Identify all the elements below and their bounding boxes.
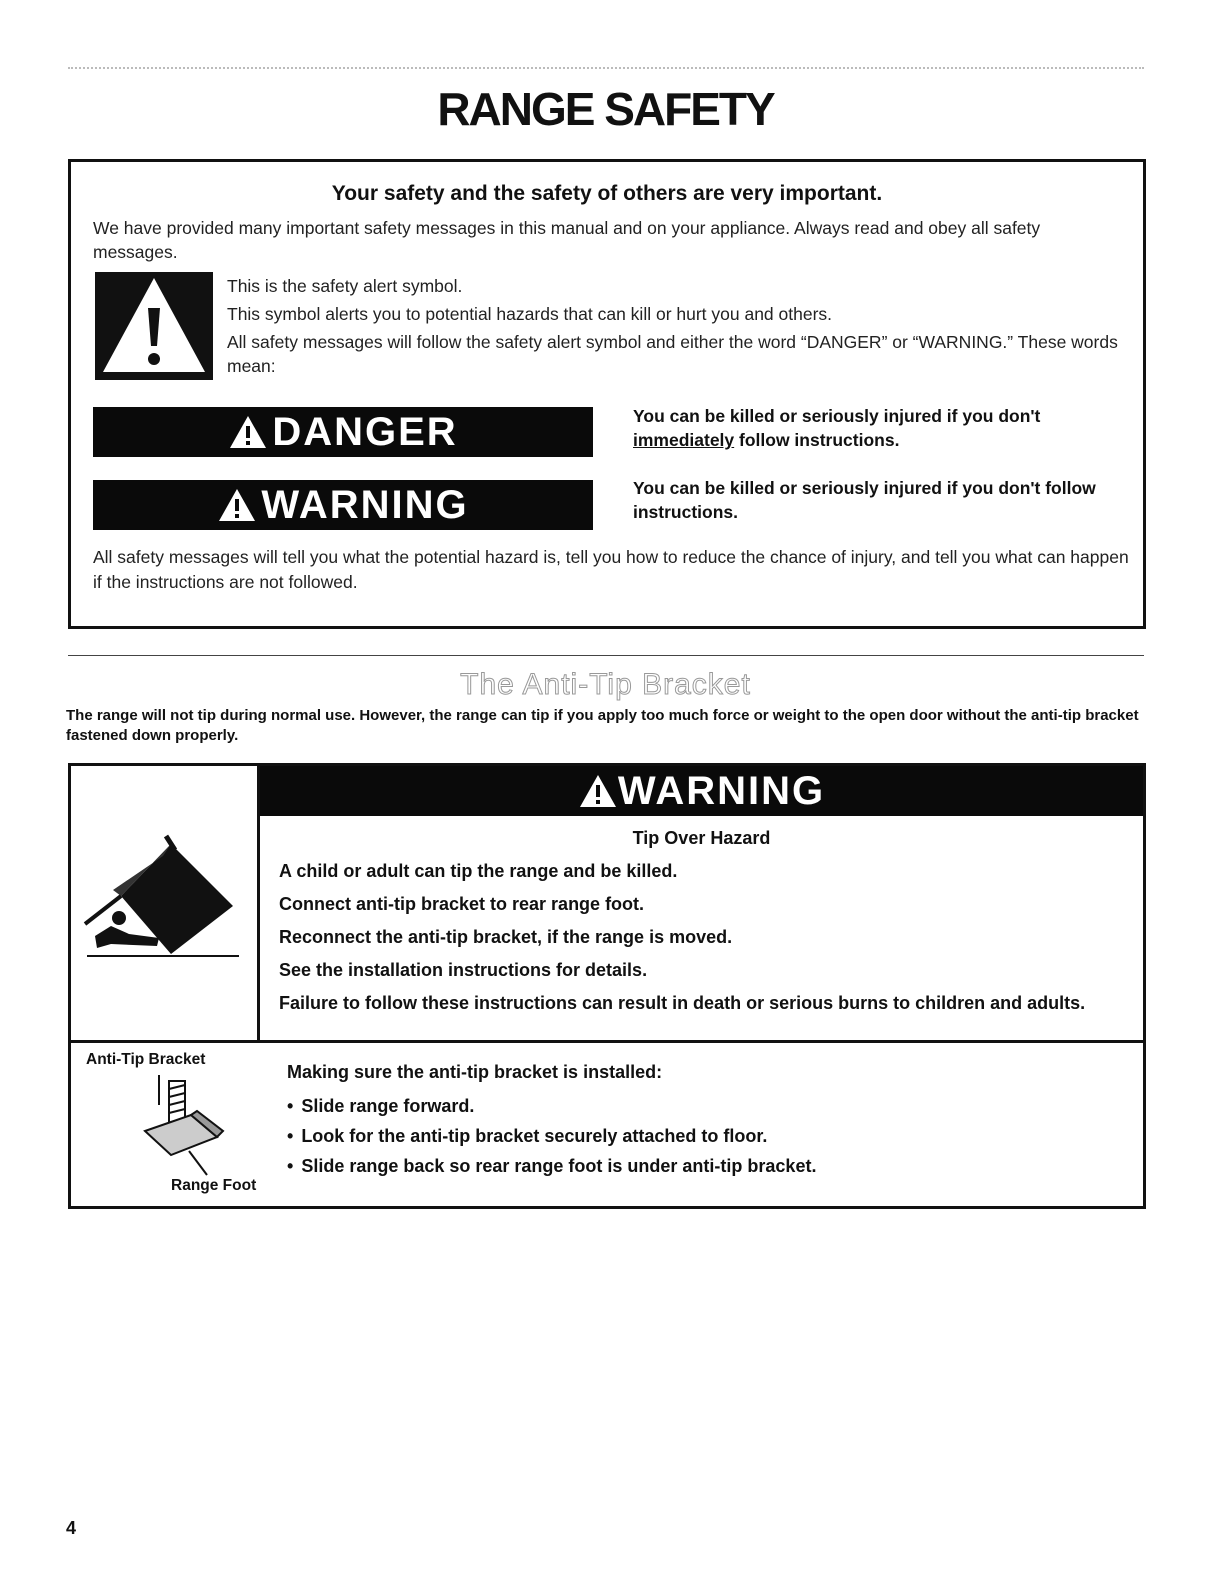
- alert-line: All safety messages will follow the safety alert symbol and either the word “DANGER” or “WARNING.” These words mean:: [227, 332, 1118, 376]
- safety-outro: All safety messages will tell you what the potential hazard is, tell you how to reduce the chance of injury, and tell you what can happen if the instructions are not followed.: [93, 547, 1129, 592]
- warning-triangle-icon: [217, 487, 257, 523]
- danger-label: DANGER: [272, 409, 458, 454]
- hazard-title: Tip Over Hazard: [632, 828, 771, 848]
- underlined-word: immediately: [633, 430, 735, 450]
- page-number: 4: [66, 1518, 77, 1538]
- warning-triangle-icon: [228, 414, 268, 450]
- hazard-line: A child or adult can tip the range and be killed.: [279, 861, 678, 881]
- alert-line: This is the safety alert symbol.: [227, 276, 463, 296]
- alert-line: This symbol alerts you to potential hazards that can kill or hurt you and others.: [227, 304, 833, 324]
- hazard-line: Reconnect the anti-tip bracket, if the range is moved.: [279, 927, 733, 947]
- install-step: • Look for the anti-tip bracket securely attached to floor.: [287, 1121, 816, 1151]
- install-step: • Slide range forward.: [287, 1091, 816, 1121]
- hazard-line: See the installation instructions for details.: [279, 960, 648, 980]
- section-divider: [68, 655, 1144, 656]
- warning-triangle-icon: [578, 773, 618, 809]
- anti-tip-bracket-label: Anti-Tip Bracket: [86, 1051, 206, 1068]
- box-divider: [71, 1040, 1143, 1043]
- safety-heading: Your safety and the safety of others are very important.: [331, 182, 883, 205]
- install-title: Making sure the anti-tip bracket is installed:: [287, 1062, 663, 1082]
- hazard-instructions: [279, 860, 1129, 1025]
- safety-alert-icon: [95, 272, 213, 380]
- tip-over-illustration: [71, 766, 260, 1042]
- tip-warning-label: WARNING: [617, 768, 826, 813]
- hazard-line: Connect anti-tip bracket to rear range foot.: [279, 894, 645, 914]
- install-step: • Slide range back so rear range foot is under anti-tip bracket.: [287, 1151, 816, 1181]
- tip-warning-banner: [260, 766, 1143, 816]
- safety-info-box: [68, 159, 1146, 629]
- danger-description: You can be killed or seriously injured if you don't immediately follow instructions.: [633, 406, 1041, 450]
- install-steps: [287, 1091, 816, 1181]
- safety-intro: We have provided many important safety messages in this manual and on your appliance. Always read and obey all safety messages.: [93, 218, 1041, 262]
- section-title: The Anti-Tip Bracket: [460, 668, 751, 701]
- danger-banner: [93, 407, 593, 457]
- anti-tip-warning-box: [68, 763, 1146, 1209]
- warning-description: You can be killed or seriously injured if you don't follow instructions.: [633, 478, 1096, 522]
- alert-symbol-description: [227, 274, 1127, 382]
- tipping-range-icon: [71, 766, 257, 1042]
- warning-banner: [93, 480, 593, 530]
- warning-label: WARNING: [261, 482, 469, 527]
- page-title: RANGE SAFETY: [437, 83, 774, 135]
- hazard-line: Failure to follow these instructions can result in death or serious burns to children and adults.: [279, 993, 1086, 1013]
- section-text: The range will not tip during normal use. However, the range can tip if you apply too much force or weight to the open door without the anti-tip bracket fastened down properly.: [66, 707, 1139, 744]
- anti-tip-bracket-icon: [131, 1071, 241, 1177]
- top-divider: [68, 67, 1144, 69]
- range-foot-label: Range Foot: [171, 1177, 257, 1194]
